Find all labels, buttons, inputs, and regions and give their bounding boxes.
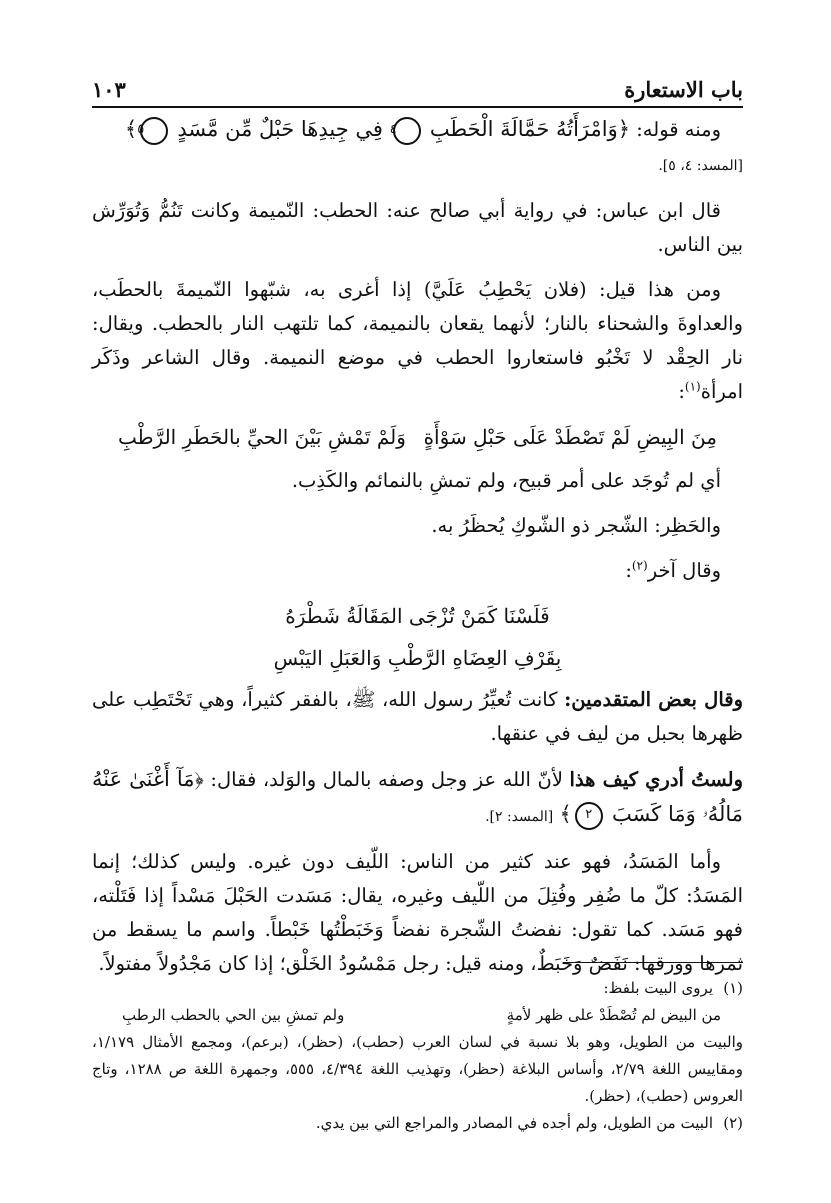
poetry-line-1: فَلَسْنَا كَمَنْ تُزْجَى المَقَالَةُ شَطْرَهُ: [285, 604, 550, 628]
verse-second-hemistich: وَلَمْ تَمْشِ بَيْنَ الحيِّ بالحَطَرِ الرَّطْبِ: [118, 425, 406, 449]
surah-citation: [المسد: ٤، ٥].: [658, 158, 743, 174]
paragraph-explanation: أي لم تُوجَد على أمر قبيح، ولم تمشِ بالنمائم والكَذِب.: [291, 469, 721, 492]
footnote-verse-second: ولم تمشِ بين الحي بالحطب الرطبِ: [122, 1006, 345, 1024]
paragraph-ibn-abbas: قال ابن عباس: في رواية أبي صالح عنه: الحطب: النّميمة وكانت تَنُمُّ وَتُوَرِّش بين الناس.: [92, 199, 743, 256]
intro-text: ومنه قوله:: [630, 118, 721, 141]
colon: :: [678, 380, 685, 403]
footnote-1-heading: [92, 975, 743, 1002]
paragraph-text: وقال آخر: [647, 559, 721, 582]
colon: :: [625, 559, 632, 582]
ayah-number-mark: ٢: [575, 802, 603, 830]
footnote-text: البيت من الطويل، ولم أجده في المصادر والمراجع التي بين يدي.: [315, 1114, 713, 1132]
footnote-divider: [563, 962, 743, 963]
footnote-number: (١): [723, 979, 743, 997]
footnote-2: [92, 1110, 743, 1137]
quran-verse: ﴿مَآ أَغْنَىٰ عَنْهُ مَالُهُۥ وَمَا كَسَبَ: [92, 767, 743, 826]
paragraph-text: كانت تُعيِّرُ رسول الله، ﷺ، بالفقر كثيراً، وهي تَحْتَطِب على ظهرها بحبل من ليف في عنقها.: [92, 688, 743, 745]
paragraph-doubt: [92, 762, 743, 834]
ayah-number-mark: ٥: [140, 117, 168, 145]
paragraph-masad: وأما المَسَدُ، فهو عند كثير من الناس: اللّيف دون غيره. وليس كذلك؛ إنما المَسَدُ: كلّ ما ضُفِر وفُتِلَ من اللّيف وغيره، يقال: مَسَدت الحَبْلَ مَسْداً إذا فَتَلْته، فهو مَسَد. كما تقول: نفضتُ الشّجرة نفضاً وَخَبَطْتُها خَبْطاً. واسم ما يسقط من ثمرها وورقها: نَفَضٌ وَخَبَطٌ، ومنه قيل: رجل مَمْسُودُ الخَلْق؛ إذا كان مَجْدُولاً مفتولاً.: [92, 850, 743, 975]
main-text: [92, 112, 743, 992]
bold-lead: ولستُ أدري كيف هذا: [569, 768, 743, 791]
paragraph-text: لأنّ الله عز وجل وصفه بالمال والوَلد، فقال:: [203, 768, 570, 791]
quran-close-bracket: ﴾: [559, 802, 572, 826]
page-number: ١٠٣: [92, 77, 126, 102]
running-title: باب الاستعارة: [624, 77, 743, 102]
footnote-1-sources: والبيت من الطويل، وهو بلا نسبة في لسان العرب (حطب)، (حظر)، (برعم)، ومجمع الأمثال ١/١٧٩، ومقاييس اللغة ٢/٧٩، وأساس البلاغة (حظر)، وتهذيب اللغة ٤/٣٩٤، ٥٥٥، وجمهرة اللغة ص ١٢٨٨، وتاج العروس (حطب)، (حظر).: [92, 1033, 743, 1105]
footnote-number: (٢): [723, 1114, 743, 1132]
paragraph-earlier-scholars: [92, 683, 743, 751]
paragraph-quran-citation: [92, 112, 743, 183]
paragraph-hazir: والحَظِر: الشّجر ذو الشّوكِ يُحظَرُ به.: [431, 514, 721, 537]
paragraph-another-poet: [92, 554, 743, 588]
footnote-ref: (٢): [631, 558, 648, 573]
paragraph-namima: [92, 273, 743, 409]
poetry-verse: [118, 420, 717, 454]
footnote-verse-first: من البيض لم تُصْطَدْ على ظهر لأمةٍ: [506, 1006, 721, 1024]
page-header: [92, 62, 743, 108]
paragraph-text: ومن هذا قيل: (فلان يَحْطِبُ عَلَيَّ) إذا أغرى به، شبّهوا النّميمةَ بالحطَب، والعداوةَ والشحناء بالنار؛ لأنهما يقعان بالنميمة، كما تلتهب النار بالحطب. ويقال: نار الحِقْد لا تَخْبُو فاستعاروا الحطب في موضع النميمة. وقال الشاعر وذَكَر امرأة: [92, 278, 743, 403]
quran-close-bracket: ﴾: [124, 117, 138, 141]
footnote-text: يروى البيت بلفظ:: [603, 979, 713, 997]
ayah-number-mark: ٤: [393, 117, 421, 145]
verse-first-hemistich: مِنَ البِيضِ لَمْ تَصْطَدْ عَلَى حَبْلِ سَوْأَةٍ: [423, 425, 717, 449]
poetry-line-2: بِقَرْفِ العِضَاهِ الرَّطْبِ وَالعَبَلِ اليَبْسِ: [273, 646, 562, 670]
footnotes: [92, 975, 743, 1137]
footnote-ref: (١): [684, 379, 701, 394]
quran-verse: ﴿وَامْرَأَتُهُ حَمَّالَةَ الْحَطَبِ: [429, 117, 631, 141]
quran-verse-continued: فِي جِيدِهَا حَبْلٌ مِّن مَّسَدٍ: [177, 117, 390, 141]
footnote-1-verse: [122, 1002, 721, 1029]
surah-citation: [المسد: ٢].: [485, 809, 554, 825]
bold-lead: وقال بعض المتقدمين:: [564, 688, 743, 711]
